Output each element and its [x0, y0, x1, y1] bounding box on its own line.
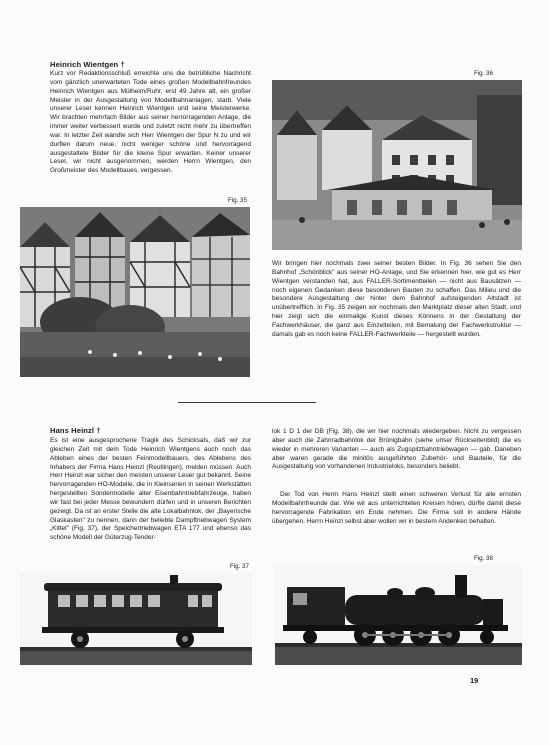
- obituary-paragraph-wientgen: Kurz vor Redaktionsschluß erreichte uns die betrübliche Nachricht vom gänzlich unerwarteten Tode eines großen Modellbahnfreundes Heinrich Wientgen aus Mülheim/Ruhr, erst 49 Jahre alt, ein großer Meister in der Ausgestaltung von Modellbahnanlagen, starb. Viele unserer Leser kennen Heinrich Wientgen und seine Meisterwerke. Wir brachten mehrfach Bilder aus seiner herrorragenden Anlage, die immer weiter verbessert wurde und zuletzt nicht mehr zu übertreffen war. In letzter Zeit wandte sich Herr Wientgen der Spur N zu und wir durften darum neue, nicht weniger schöne und hervorragend ausgestaltete Bilder für die kleine Spur erwarten. Keiner unserer Leser, wir nicht ausgenommen, werden Herrn Wientgen, den Großmeister des Modellbaues, vergessen.: [50, 70, 251, 175]
- figure-36-photo: [272, 80, 522, 250]
- page-number: 19: [470, 676, 479, 685]
- obituary-title-wientgen: Heinrich Wientgen †: [50, 60, 125, 69]
- figure-38-photo: [275, 565, 522, 665]
- figure-38-label: Fig. 38: [474, 555, 493, 562]
- figure-36-label: Fig. 36: [474, 70, 493, 77]
- figure-37-label: Fig. 37: [230, 563, 249, 570]
- figure-35-label: Fig. 35: [228, 197, 247, 204]
- obituary-column-2a-heinzl: lok 1 D 1 der DB (Fig. 38), die wir hier nochmals wiedergeben. Nicht zu vergessen aber auch die Zahnradbahnlok der Brünigbahn (siehe unser Rückseitenbild) die es wieder in mehreren Varianten — auch als Zugspitzbahntriebwagen — gab. Daneben aber waren gerade die minitös ausgeführten Zubehör- und Bauteile, für die Ausgestaltung von vorhandenen Industrieloks, besonders beliebt.: [272, 428, 521, 471]
- figure-37-photo: [20, 573, 252, 665]
- obituary-text-fig36-fig35: Wir bringen hier nochmals zwei seiner besten Bilder. In Fig. 36 sehen Sie den Bahnhof „Schönblick" aus seiner HO-Anlage, und Sie erkennen hier, wie gut es Herr Wientgen verstanden hat, aus FALLER-Sortimentteilen — nicht aus Bausätzen — noch eigenen Gedanken diese besonderen Bauten zu schaffen. Das Milieu und die besondere Ausgestaltung der hinter dem Bahnhof aufsteigenden Altstadt ist unübertrefflich. In Fig. 35 zeigen wir nochmals den Marktplatz dieser alten Stadt, und hier zeigt sich die einmalige Kunst dieses Könnens in der Gestaltung der Fachwerkhäuser, die ganz aus Einzelteilen, mit Bemalung der Fachwerkstruktur — damals gab es noch keine FALLER-Fachwerkteile — hergestellt wurden.: [272, 260, 521, 338]
- figure-35-photo: [20, 207, 250, 377]
- obituary-title-heinzl: Hans Heinzl †: [50, 426, 101, 435]
- obituary-column-1-heinzl: Es ist eine ausgesprochene Tragik des Schicksals, daß wir zur gleichen Zeit mit dem Tode Heinrich Wientgens auch noch das Ableben eines der besten Feinmodellbauers, des Ablebens des Inhabers der Firma Hans Heinzl (Reutlingen), melden müssen. Auch Herr Heinzl war sicher den meisten unserer Leser gut bekannt. Seine hervorragenden HO-Modelle, die in Kleinserien in seinen Werkstätten hergestellten Sondermodelle alter Eisenbahntriebfahrzeuge, haben wir fast bei jeder Messe bewundern dürfen und in unseren Berichten gezeigt. Da ist an erster Stelle die alte Lokalbahnlok, der „Bayerische Glaskasten" zu nennen, dann der beliebte Dampftriebwagen System „Kittel" (Fig. 37), der Speichertriebwagen ETA 177 und ebenso das schöne Modell der Güterzug-Tender-: [50, 437, 251, 542]
- section-divider: [178, 402, 316, 403]
- obituary-column-2b-heinzl: Der Tod von Herrn Hans Heinzl stellt einen schweren Verlust für alle ernsten Modellbahnfreunde dar. Wie wir aus unterrichteten Kreisen hören, dürfte damit diese hervorragende Fabrikation ein Ende nehmen. Die Firma soll in andere Hände übergehen. Herrn Heinzl selbst aber wollen wir in bestem Andenken behalten.: [272, 491, 521, 525]
